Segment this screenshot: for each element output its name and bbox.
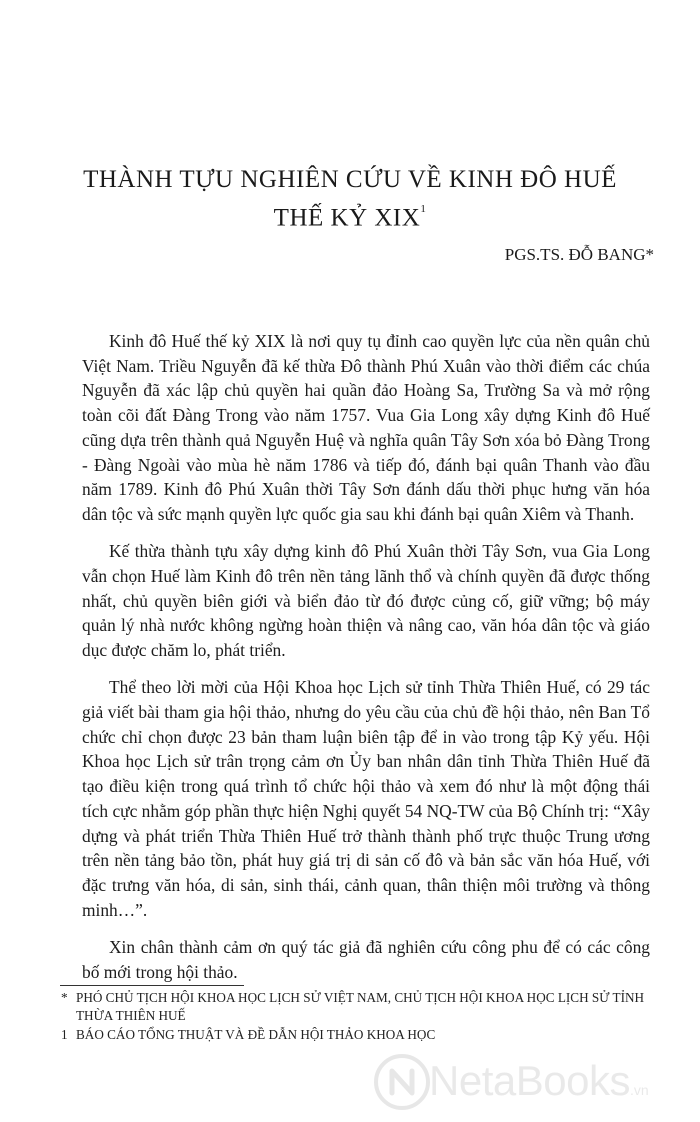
title-footnote-ref: 1 xyxy=(420,203,427,215)
body-text xyxy=(82,329,650,997)
page-title-line-1: THÀNH TỰU NGHIÊN CỨU VỀ KINH ĐÔ HUẾ xyxy=(83,166,617,193)
netabooks-logo-icon xyxy=(373,1053,431,1111)
paragraph-2: Kế thừa thành tựu xây dựng kinh đô Phú Xuân thời Tây Sơn, vua Gia Long vẫn chọn Huế làm Kinh đô trên nền tảng lãnh thổ và chính quyền đã được thống nhất, chủ quyền biên giới và biển đảo từ đó được củng cố, giữ vững; bộ máy quản lý nhà nước không ngừng hoàn thiện và nâng cao, văn hóa dân tộc và giáo dục được chăm lo, phát triển. xyxy=(82,541,650,661)
footnote-author xyxy=(60,989,660,1025)
footnote-text: PHÓ CHỦ TỊCH HỘI KHOA HỌC LỊCH SỬ VIỆT NAM, CHỦ TỊCH HỘI KHOA HỌC LỊCH SỬ TỈNH THỪA THIÊN HUẾ xyxy=(76,990,645,1023)
page-title-line-2 xyxy=(0,196,700,235)
footnote-1 xyxy=(60,1026,660,1044)
watermark-suffix: .vn xyxy=(629,1082,649,1098)
watermark-text xyxy=(429,1057,649,1105)
watermark-brand: NetaBooks xyxy=(429,1057,630,1104)
footnote-mark: 1 xyxy=(61,1027,68,1042)
paragraph-3: Thể theo lời mời của Hội Khoa học Lịch sử tỉnh Thừa Thiên Huế, có 29 tác giả viết bài tham gia hội thảo, nhưng do yêu cầu của chủ đề hội thảo, nên Ban Tổ chức chỉ chọn được 23 bản tham luận biên tập để in vào trong tập Kỷ yếu. Hội Khoa học Lịch sử trân trọng cảm ơn Ủy ban nhân dân tỉnh Thừa Thiên Huế đã tạo điều kiện trong quá trình tổ chức hội thảo và xem đó như là một động thái tích cực nhằm góp phần thực hiện Nghị quyết 54 NQ-TW của Bộ Chính trị: “Xây dựng và phát triển Thừa Thiên Huế trở thành thành phố trực thuộc Trung ương trên nền tảng bảo tồn, phát huy giá trị di sản cố đô và bản sắc văn hóa Huế, với đặc trưng văn hóa, di sản, sinh thái, cảnh quan, thân thiện môi trường và thông minh…”. xyxy=(82,677,650,920)
footnote-mark: * xyxy=(61,990,68,1005)
watermark xyxy=(373,1053,683,1113)
author-name: PGS.TS. ĐỖ BANG* xyxy=(504,245,654,264)
page-title-line-2-text: THẾ KỶ XIX xyxy=(273,204,421,232)
footnotes xyxy=(60,989,660,1044)
footnote-divider xyxy=(60,985,244,986)
paragraph-1: Kinh đô Huế thế kỷ XIX là nơi quy tụ đỉnh cao quyền lực của nền quân chủ Việt Nam. Triều Nguyễn đã kế thừa Đô thành Phú Xuân vào thời điểm các chúa Nguyễn đã xác lập chủ quyền hai quần đảo Hoàng Sa, Trường Sa và mở rộng toàn cõi đất Đàng Trong vào năm 1757. Vua Gia Long xây dựng Kinh đô Huế cũng dựa trên thành quả Nguyễn Huệ và nghĩa quân Tây Sơn xóa bỏ Đàng Trong - Đàng Ngoài vào mùa hè năm 1786 và tiếp đó, đánh bại quân Thanh vào đầu năm 1789. Kinh đô Phú Xuân thời Tây Sơn đánh dấu thời phục hưng văn hóa dân tộc và sức mạnh quyền lực quốc gia sau khi đánh bại quân Xiêm và Thanh. xyxy=(82,331,650,524)
footnote-text: BÁO CÁO TỔNG THUẬT VÀ ĐỀ DẪN HỘI THẢO KHOA HỌC xyxy=(76,1027,436,1042)
paragraph-4: Xin chân thành cảm ơn quý tác giả đã nghiên cứu công phu để có các công bố mới trong hội thảo. xyxy=(82,936,650,982)
